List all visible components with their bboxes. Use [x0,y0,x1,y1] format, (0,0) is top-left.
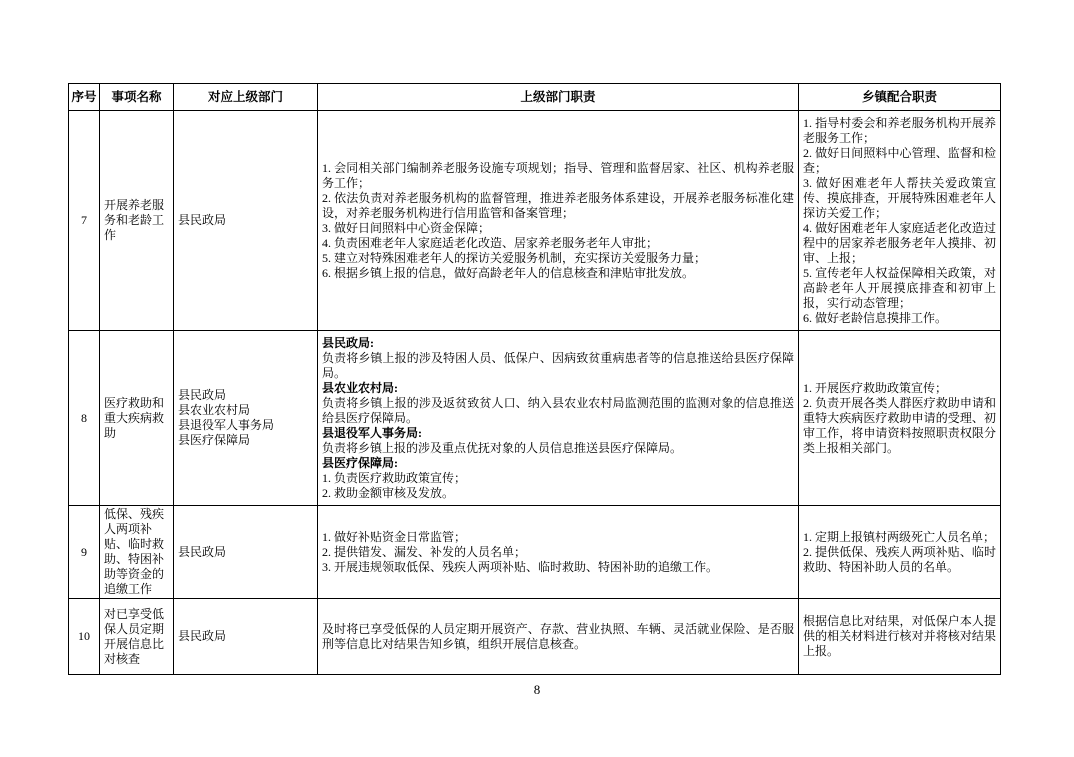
cell-seq: 10 [69,599,100,675]
department-name: 县民政局 [178,388,227,402]
duty-line: 6. 根据乡镇上报的信息，做好高龄老年人的信息核查和津贴审批发放。 [322,265,695,280]
duty-line: 县农业农村局: [322,380,398,395]
duty-line: 负责将乡镇上报的涉及重点优抚对象的人员信息推送县医疗保障局。 [322,440,683,455]
duty-line: 2. 提供低保、残疾人两项补贴、临时救助、特困补助人员的名单。 [803,544,996,574]
duty-line: 2. 做好日间照料中心管理、监督和检查； [803,145,996,175]
cell-superior-duties [318,331,799,506]
duty-line: 1. 负责医疗救助政策宣传； [322,470,467,485]
cell-seq: 7 [69,111,100,331]
header-item-name: 事项名称 [100,84,174,111]
header-superior-department: 对应上级部门 [174,84,318,111]
cell-superior-duties [318,506,799,599]
duty-line: 县退役军人事务局: [322,425,422,440]
table-row [69,599,1001,675]
duty-line: 1. 开展医疗救助政策宣传； [803,380,948,395]
duty-line: 5. 建立对特殊困难老年人的探访关爱服务机制，充实探访关爱服务力量； [322,250,707,265]
department-name: 县民政局 [178,544,227,559]
duty-line: 根据信息比对结果，对低保户本人提供的相关材料进行核对并将核对结果上报。 [803,614,996,658]
duty-line: 及时将已享受低保的人员定期开展资产、存款、营业执照、车辆、灵活就业保险、是否服刑等信息比对结果告知乡镇，组织开展信息核查。 [322,621,794,651]
duty-line: 4. 做好困难老年人家庭适老化改造过程中的居家养老服务老年人摸排、初审、上报； [803,220,996,265]
department-name: 县农业农村局 [178,403,251,417]
table-row [69,506,1001,599]
cell-superior-duties [318,599,799,675]
cell-township-duties [799,331,1001,506]
duty-line: 负责将乡镇上报的涉及返贫致贫人口、纳入县农业农村局监测范围的监测对象的信息推送给县医疗保障局。 [322,395,794,425]
duty-line: 1. 会同相关部门编制养老服务设施专项规划；指导、管理和监督居家、社区、机构养老服务工作； [322,160,794,190]
cell-superior-department [174,599,318,675]
cell-item-name: 开展养老服务和老龄工作 [100,111,174,331]
duty-line: 1. 指导村委会和养老服务机构开展养老服务工作； [803,115,996,145]
table-row [69,111,1001,331]
duty-line: 2. 依法负责对养老服务机构的监督管理，推进养老服务体系建设，开展养老服务标准化建设，对养老服务机构进行信用监管和备案管理； [322,190,794,220]
duty-line: 2. 救助金额审核及发放。 [322,485,455,500]
duty-line: 县民政局: [322,335,374,350]
department-name: 县民政局 [178,213,227,227]
cell-township-duties [799,506,1001,599]
header-seq: 序号 [69,84,100,111]
department-name: 县民政局 [178,629,227,643]
cell-township-duties [799,111,1001,331]
cell-seq: 9 [69,506,100,599]
duty-line: 4. 负责困难老年人家庭适老化改造、居家养老服务老年人审批； [322,235,659,250]
duty-line: 2. 负责开展各类人群医疗救助申请和重特大疾病医疗救助申请的受理、初审工作，将申请资料按照职责权限分类上报相关部门。 [803,395,996,455]
duty-line: 1. 定期上报镇村两级死亡人员名单； [803,529,996,544]
department-name: 县退役军人事务局 [178,418,275,432]
duty-line: 3. 做好困难老年人帮扶关爱政策宣传、摸底排查，开展特殊困难老年人探访关爱工作； [803,175,996,220]
table-row [69,331,1001,506]
duty-line: 6. 做好老龄信息摸排工作。 [803,310,948,325]
page-number: 8 [533,682,541,697]
cell-seq: 8 [69,331,100,506]
duty-line: 2. 提供错发、漏发、补发的人员名单； [322,544,527,559]
cell-item-name: 对已享受低保人员定期开展信息比对核查 [100,599,174,675]
duty-line: 县医疗保障局: [322,455,398,470]
cell-item-name: 低保、残疾人两项补贴、临时救助、特困补助等资金的追缴工作 [100,506,174,599]
header-township-duties: 乡镇配合职责 [799,84,1001,111]
duty-line: 5. 宣传老年人权益保障相关政策，对高龄老年人开展摸底排查和初审上报，实行动态管理； [803,265,996,310]
cell-township-duties [799,599,1001,675]
department-name: 县医疗保障局 [178,433,251,447]
table-body [69,111,1001,675]
duty-line: 负责将乡镇上报的涉及特困人员、低保户、因病致贫重病患者等的信息推送给县医疗保障局。 [322,350,794,380]
cell-superior-department [174,111,318,331]
table-header-row [69,84,1001,111]
duty-line: 1. 做好补贴资金日常监管； [322,529,467,544]
duty-line: 3. 开展违规领取低保、残疾人两项补贴、临时救助、特困补助的追缴工作。 [322,559,719,574]
duty-line: 3. 做好日间照料中心资金保障； [322,220,491,235]
duties-table [68,83,1001,675]
header-superior-duties: 上级部门职责 [318,84,799,111]
cell-item-name: 医疗救助和重大疾病救助 [100,331,174,506]
cell-superior-department [174,331,318,506]
cell-superior-department [174,506,318,599]
cell-superior-duties [318,111,799,331]
